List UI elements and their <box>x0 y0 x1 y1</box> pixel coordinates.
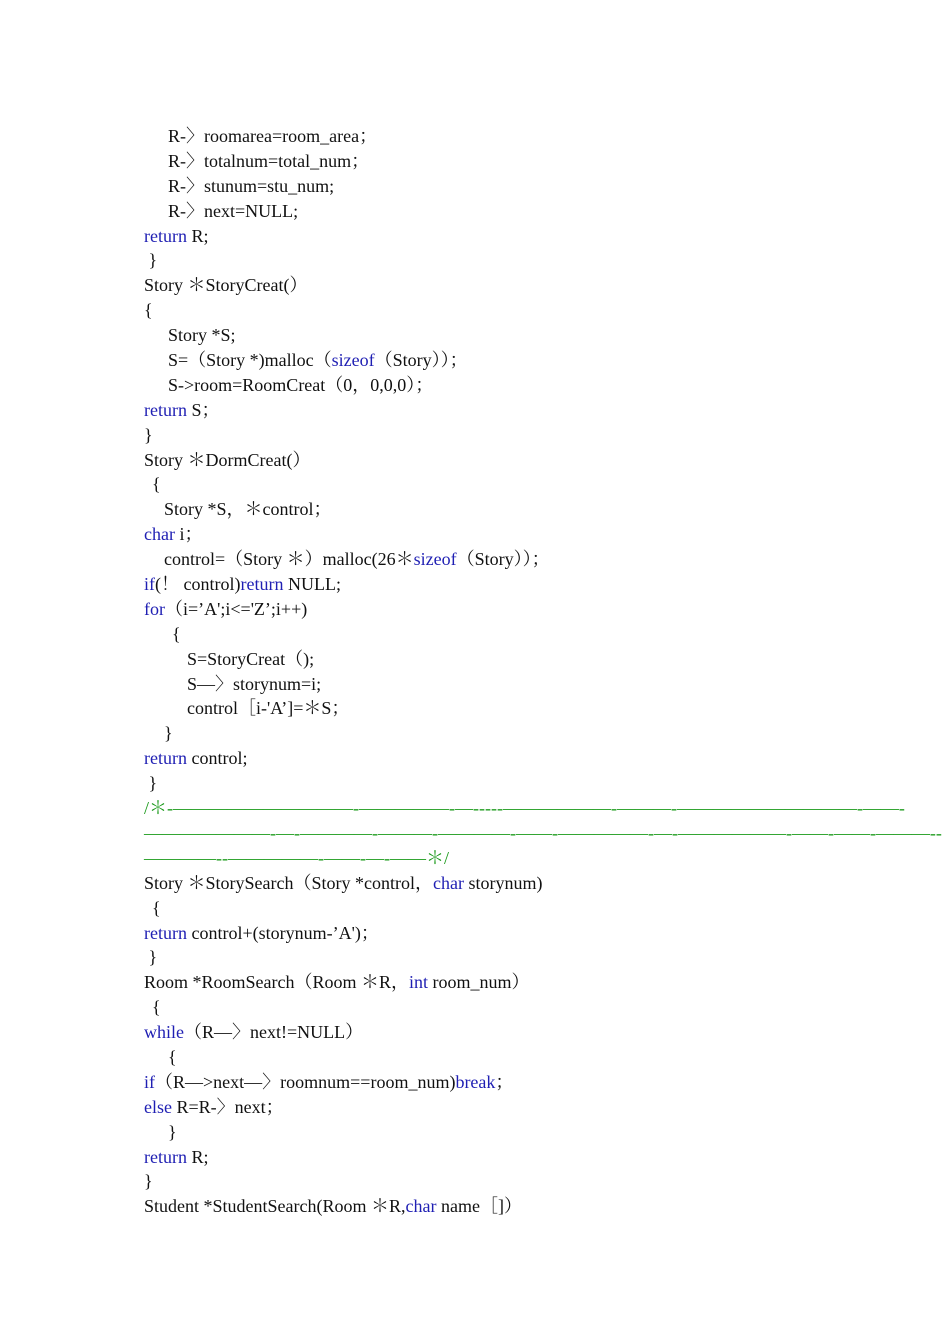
code-text: R-〉totalnum=total_num； <box>168 150 370 171</box>
code-line <box>144 796 905 821</box>
code-text: （R—〉next!=NULL） <box>184 1022 364 1043</box>
code-text: Room *RoomSearch（Room ＊R， <box>144 972 409 993</box>
code-text: control=（Story ＊）malloc(26＊ <box>164 549 414 570</box>
code-text: } <box>144 773 158 794</box>
code-text: R-〉roomarea=room_area； <box>168 126 378 146</box>
code-text: （Story））； <box>374 350 468 371</box>
code-line <box>144 921 844 946</box>
code-line <box>144 1070 844 1095</box>
code-text: room_num） <box>428 972 530 993</box>
code-line <box>144 448 844 473</box>
code-keyword: if <box>144 574 155 595</box>
code-line <box>144 970 844 995</box>
code-text: } <box>164 723 173 744</box>
code-text: Story ＊StorySearch（Story *control， <box>144 872 433 893</box>
code-keyword: while <box>144 1022 184 1043</box>
code-text: } <box>144 947 158 968</box>
code-line <box>144 821 942 846</box>
code-line <box>144 323 844 348</box>
code-line <box>144 248 844 273</box>
code-line <box>144 871 844 896</box>
code-line <box>144 647 844 672</box>
code-keyword: return <box>144 399 187 420</box>
code-text: R-〉stunum=stu_num; <box>168 175 335 196</box>
code-keyword: for <box>144 598 165 619</box>
code-line <box>144 896 844 921</box>
code-line <box>144 547 844 572</box>
code-line <box>144 1145 844 1170</box>
code-text: S； <box>186 399 220 420</box>
code-line <box>144 1095 844 1120</box>
code-keyword: char <box>432 872 464 893</box>
code-keyword: else <box>144 1096 172 1117</box>
code-text: (！ control) <box>155 574 241 595</box>
code-comment: /＊-——————————-—————-—-----——————-———-——————————-——- <box>144 798 905 819</box>
code-text: R; <box>186 225 209 246</box>
code-line <box>144 472 844 497</box>
code-text: ； <box>495 1071 514 1092</box>
code-listing <box>144 124 942 1219</box>
code-keyword: break <box>455 1071 496 1092</box>
code-line <box>144 199 844 224</box>
code-keyword: return <box>144 922 187 943</box>
code-comment: ———————-—-————-———-————-——-—————-—-——————-——-——-———-- <box>144 822 942 843</box>
code-line <box>144 746 844 771</box>
code-line <box>144 1169 844 1194</box>
code-line <box>144 1020 844 1045</box>
code-line <box>144 622 844 647</box>
code-text: R=R-〉next； <box>171 1096 284 1117</box>
code-text: （R—>next—〉roomnum==room_num) <box>155 1071 456 1092</box>
code-text: （Story））； <box>456 549 550 570</box>
code-text: } <box>144 1171 153 1192</box>
code-line <box>144 995 844 1020</box>
code-text: R-〉next=NULL; <box>168 200 299 221</box>
code-keyword: return <box>144 225 187 246</box>
code-text: （i=’A';i<='Z’;i++) <box>165 598 308 619</box>
code-text: name［]） <box>436 1196 522 1217</box>
code-text: storynum) <box>463 872 543 893</box>
code-line <box>144 149 844 174</box>
code-text: i； <box>174 524 203 545</box>
code-text: control［i-'A’]=＊S； <box>187 698 350 719</box>
code-text: } <box>144 424 153 445</box>
code-text: S—〉storynum=i; <box>187 673 322 694</box>
code-line <box>144 398 844 423</box>
code-line <box>144 945 844 970</box>
code-line <box>144 373 844 398</box>
code-text: Story *S，＊control； <box>164 499 332 520</box>
code-line <box>144 846 844 871</box>
code-text: Story *S; <box>168 325 236 346</box>
code-line <box>144 423 844 448</box>
code-line <box>144 572 844 597</box>
code-text: control; <box>186 748 248 769</box>
code-text: S=（Story *)malloc（ <box>168 350 332 371</box>
code-keyword: sizeof <box>331 350 375 371</box>
code-text: { <box>144 300 153 321</box>
code-line <box>144 124 844 149</box>
code-text: S->room=RoomCreat（0，0,0,0）； <box>168 374 434 395</box>
code-keyword: char <box>405 1196 437 1217</box>
code-text: { <box>168 1046 177 1067</box>
code-keyword: if <box>144 1071 155 1092</box>
code-line <box>144 298 844 323</box>
code-text: S=StoryCreat（); <box>187 648 315 669</box>
code-text: { <box>172 623 181 644</box>
code-text: R; <box>186 1146 209 1167</box>
code-line <box>144 348 844 373</box>
code-line <box>144 273 844 298</box>
code-line <box>144 174 844 199</box>
code-keyword: char <box>144 524 175 545</box>
code-line <box>144 522 844 547</box>
code-keyword: sizeof <box>413 549 457 570</box>
code-text: } <box>144 250 158 271</box>
code-text: control+(storynum-’A')； <box>186 922 379 943</box>
code-line <box>144 696 844 721</box>
code-text: { <box>152 997 161 1018</box>
code-text: Story ＊DormCreat(） <box>144 449 311 470</box>
code-text: { <box>152 474 161 495</box>
code-keyword: return <box>144 748 187 769</box>
code-keyword: return <box>144 1146 187 1167</box>
code-line <box>144 672 844 697</box>
code-line <box>144 771 844 796</box>
code-line <box>144 597 844 622</box>
code-text: Story ＊StoryCreat(） <box>144 275 308 296</box>
code-text: Student *StudentSearch(Room ＊R, <box>144 1196 406 1217</box>
code-keyword: int <box>409 972 429 993</box>
code-line <box>144 1045 844 1070</box>
code-text: NULL; <box>283 574 341 595</box>
code-comment: ————--—————-——-—-——＊/ <box>144 847 449 868</box>
code-text: { <box>152 897 161 918</box>
code-line <box>144 497 844 522</box>
code-line <box>144 1194 844 1219</box>
code-line <box>144 721 844 746</box>
code-line <box>144 1120 844 1145</box>
code-text: } <box>168 1121 177 1142</box>
code-line <box>144 224 844 249</box>
code-keyword: return <box>240 574 284 595</box>
